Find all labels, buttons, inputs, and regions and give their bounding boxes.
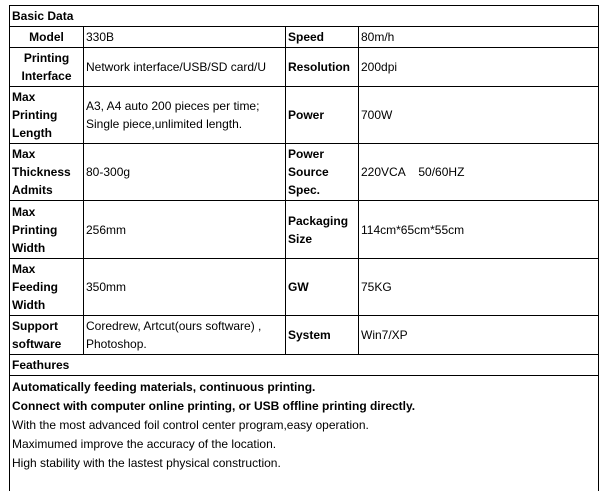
spec-value-model: 330B xyxy=(84,27,286,48)
features-heading: Feathures xyxy=(10,355,599,376)
spec-value-max-printing-length: A3, A4 auto 200 pieces per time; Single piece,unlimited length. xyxy=(84,87,286,144)
spec-label-gw: GW xyxy=(286,259,359,316)
spec-row-width xyxy=(10,201,599,259)
spec-value-resolution: 200dpi xyxy=(359,48,599,87)
spec-value-max-printing-width: 256mm xyxy=(84,201,286,259)
spec-row-software xyxy=(10,316,599,355)
spec-label-resolution: Resolution xyxy=(286,48,359,87)
feature-line: Maximumed improve the accuracy of the location. xyxy=(12,437,277,451)
feature-line: High stability with the lastest physical construction. xyxy=(12,456,281,470)
features-row xyxy=(10,376,599,492)
spec-value-gw: 75KG xyxy=(359,259,599,316)
spec-label-packaging-size: Packaging Size xyxy=(286,201,359,259)
spec-sheet-table xyxy=(9,5,599,491)
spec-row-interface xyxy=(10,48,599,87)
spec-row-feeding xyxy=(10,259,599,316)
spec-row-model xyxy=(10,27,599,48)
spec-label-power: Power xyxy=(286,87,359,144)
spec-value-support-software: Coredrew, Artcut(ours software) , Photoshop. xyxy=(84,316,286,355)
spec-value-power: 700W xyxy=(359,87,599,144)
feature-line: Connect with computer online printing, or USB offline printing directly. xyxy=(12,399,416,413)
feature-line: With the most advanced foil control center program,easy operation. xyxy=(12,418,369,432)
spec-label-max-printing-width: Max Printing Width xyxy=(10,201,84,259)
spec-row-thickness xyxy=(10,144,599,201)
basic-data-heading: Basic Data xyxy=(10,6,599,27)
spec-value-power-source: 220VCA 50/60HZ xyxy=(359,144,599,201)
spec-value-printing-interface: Network interface/USB/SD card/U xyxy=(84,48,286,87)
features-header-row xyxy=(10,355,599,376)
spec-label-support-software: Support software xyxy=(10,316,84,355)
spec-value-speed: 80m/h xyxy=(359,27,599,48)
feature-line: Automatically feeding materials, continuous printing. xyxy=(12,380,316,394)
spec-label-printing-interface: Printing Interface xyxy=(10,48,84,87)
spec-label-max-thickness: Max Thickness Admits xyxy=(10,144,84,201)
spec-value-packaging-size: 114cm*65cm*55cm xyxy=(359,201,599,259)
spec-label-model: Model xyxy=(10,27,84,48)
spec-value-system: Win7/XP xyxy=(359,316,599,355)
spec-value-max-thickness: 80-300g xyxy=(84,144,286,201)
basic-data-header-row xyxy=(10,6,599,27)
spec-label-system: System xyxy=(286,316,359,355)
spec-label-max-printing-length: Max Printing Length xyxy=(10,87,84,144)
spec-value-max-feeding-width: 350mm xyxy=(84,259,286,316)
spec-label-max-feeding-width: Max Feeding Width xyxy=(10,259,84,316)
spec-row-length xyxy=(10,87,599,144)
features-list xyxy=(10,376,599,492)
spec-label-speed: Speed xyxy=(286,27,359,48)
spec-label-power-source: Power Source Spec. xyxy=(286,144,359,201)
